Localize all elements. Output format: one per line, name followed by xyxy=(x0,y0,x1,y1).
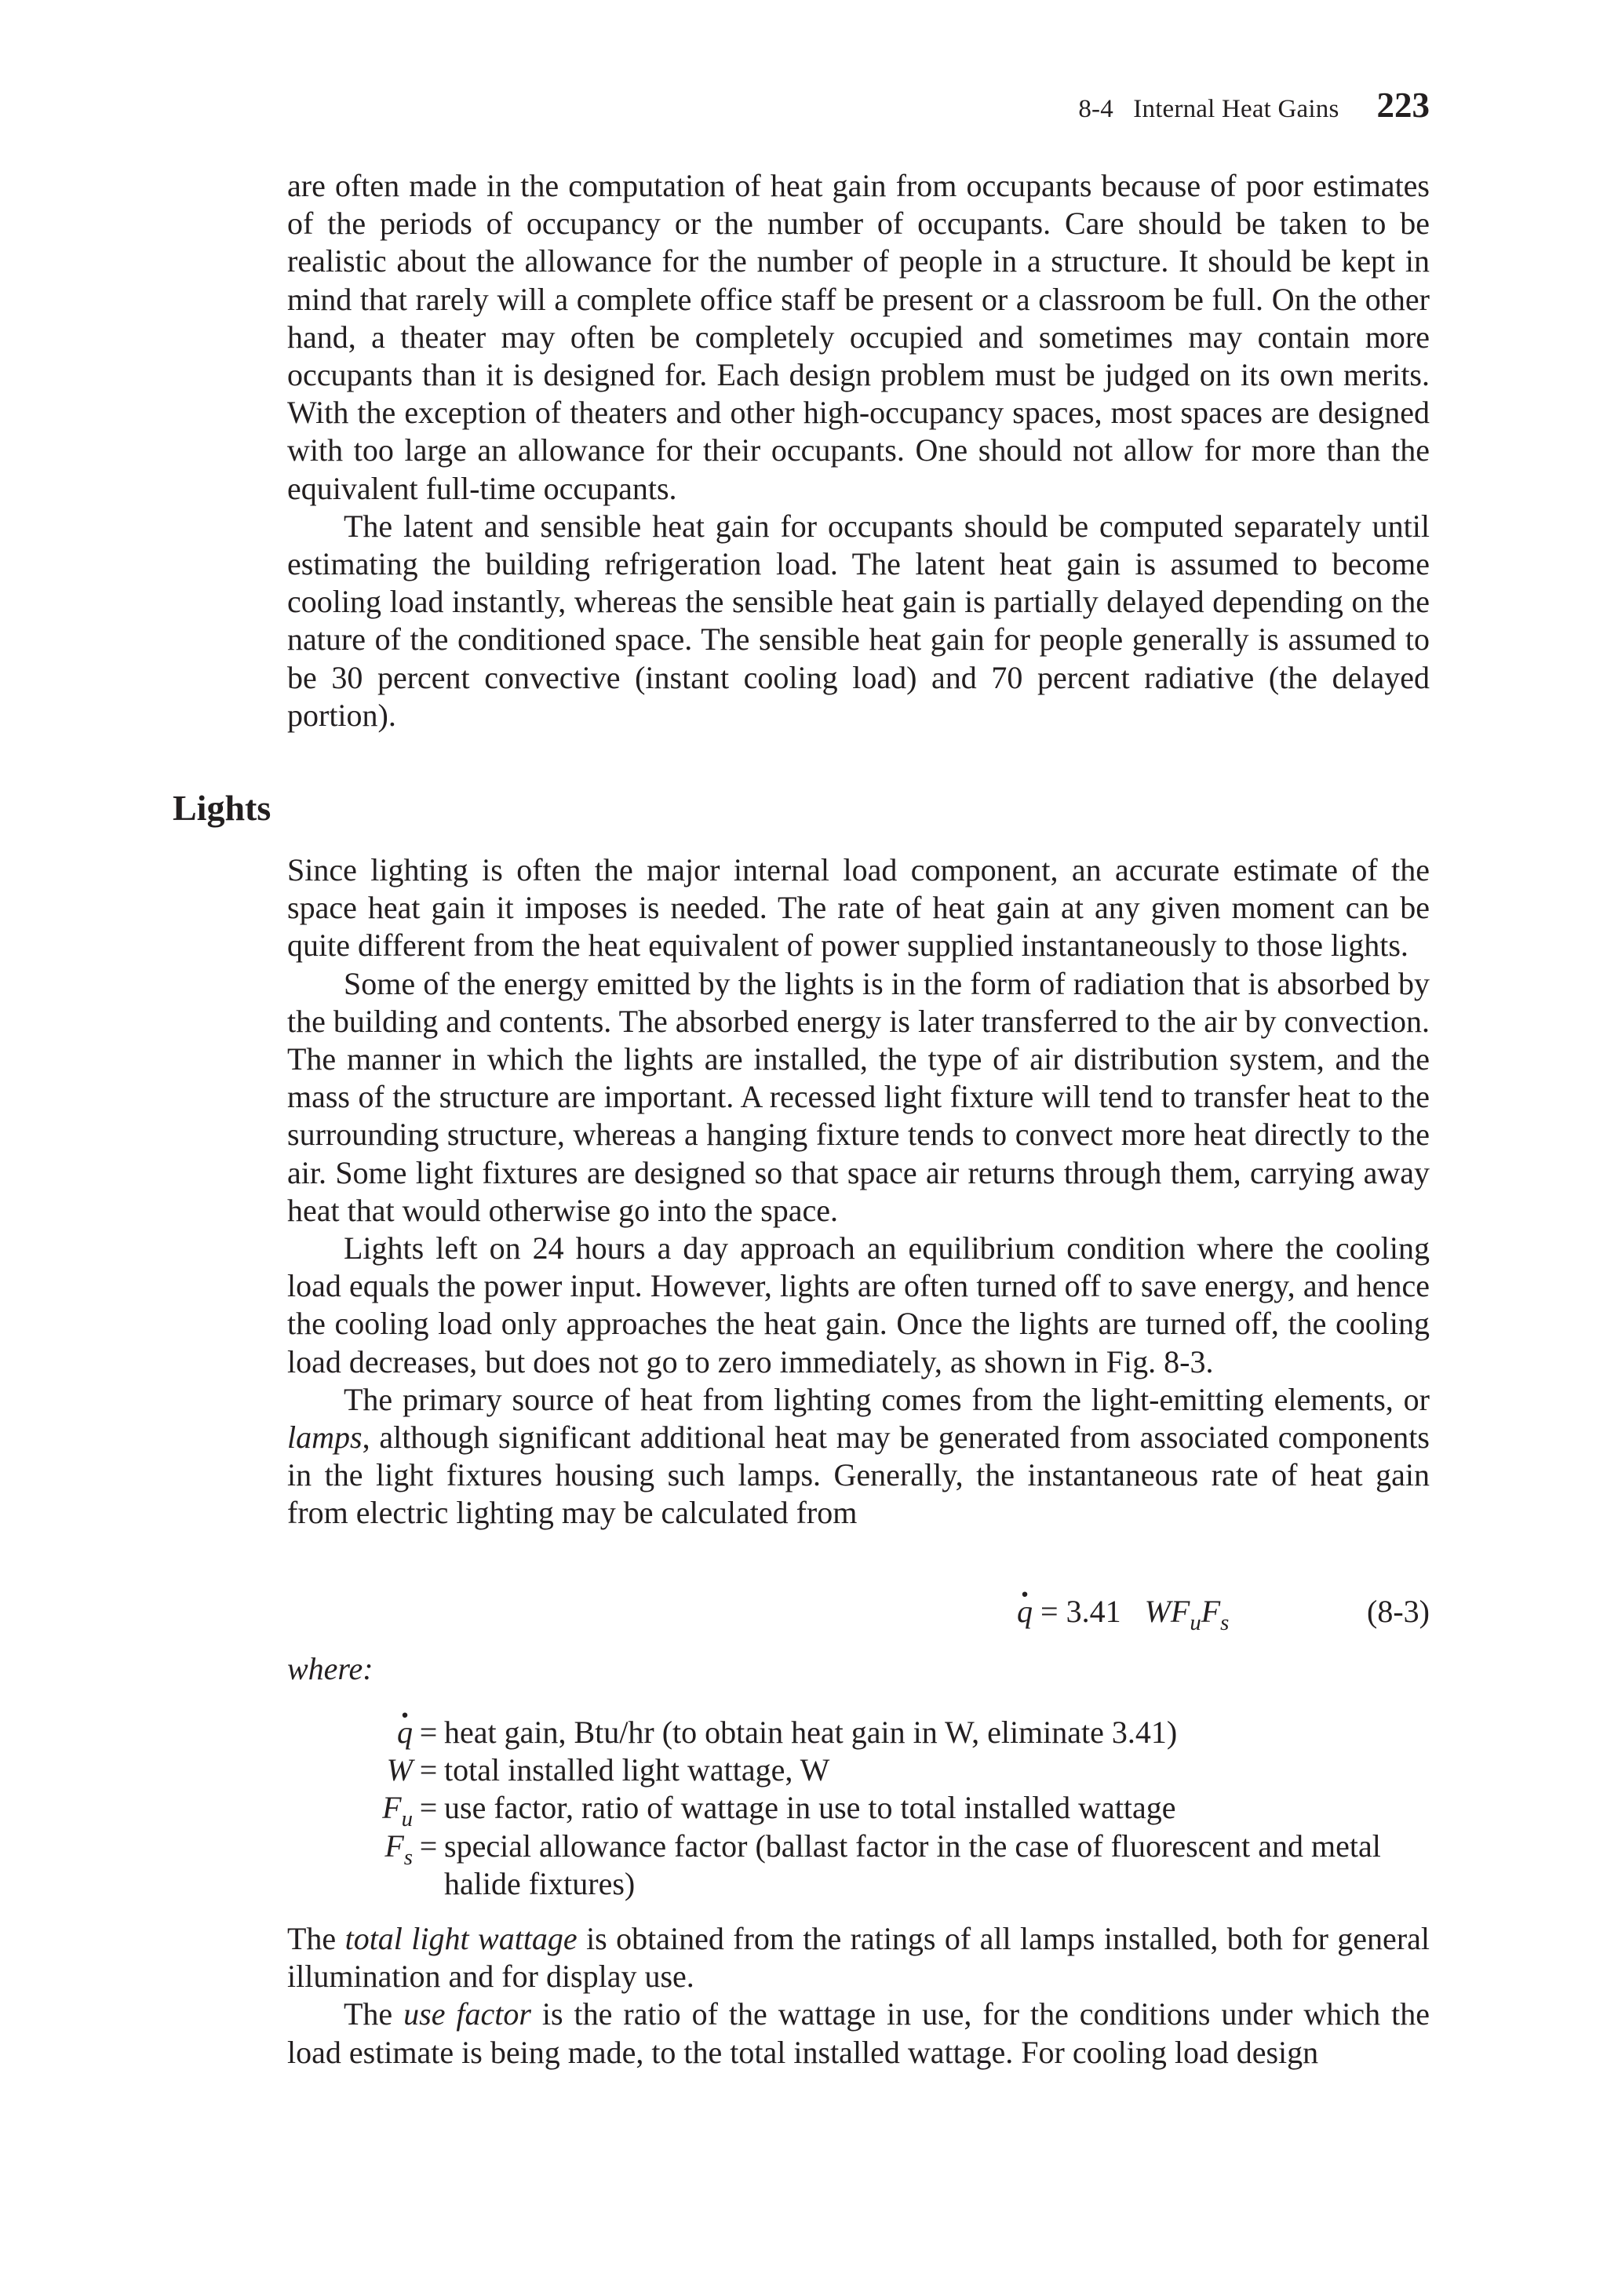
where-label: where: xyxy=(287,1651,374,1686)
variable-definitions xyxy=(287,1714,1430,1903)
equation-body xyxy=(1017,1593,1230,1636)
definition-text: heat gain, Btu/hr (to obtain heat gain in W, eliminate 3.41) xyxy=(444,1715,1178,1750)
definition-symbol: W xyxy=(386,1752,413,1788)
italic-term-use-factor: use factor xyxy=(403,1996,531,2032)
equation-term-w: W xyxy=(1144,1594,1171,1629)
definition-equals: = xyxy=(419,1715,438,1750)
equation-lhs: · q xyxy=(1017,1593,1033,1630)
definition-row xyxy=(287,1828,1430,1903)
definition-text: special allowance factor (ballast factor in the case of fluorescent and metal halide fixtures) xyxy=(444,1828,1381,1901)
equation-number: (8-3) xyxy=(1367,1594,1430,1629)
section-heading-lights: Lights xyxy=(173,788,271,828)
text-run: is obtained from the ratings of all lamps installed, both for general illumination and for display use. xyxy=(287,1921,1430,1995)
paragraph: The latent and sensible heat gain for occupants should be computed separately until estimating the building refrigeration load. The latent heat gain is assumed to become cooling load instantly, whereas the sensible heat gain is partially delayed depending on the nature of the conditioned space. The sensible heat gain for people generally is assumed to be 30 percent convective (instant cooling load) and 70 percent radiative (the delayed portion). xyxy=(287,508,1430,733)
paragraph xyxy=(287,1995,1430,2071)
running-head: 8-4 Internal Heat Gains xyxy=(1078,95,1339,123)
definition-row xyxy=(287,1751,1430,1789)
equation-coefficient: 3.41 xyxy=(1066,1594,1121,1629)
running-header xyxy=(1078,85,1430,126)
definition-equals: = xyxy=(419,1752,438,1788)
text-run: , although significant additional heat may be generated from associated components in the light fixtures housing such lamps. Generally, the instantaneous rate of heat gain from electric lighting may be calculated from xyxy=(287,1420,1430,1531)
equation-term-fu: $F_u$ xyxy=(1170,1594,1201,1636)
paragraph: Since lighting is often the major internal load component, an accurate estimate of the space heat gain it imposes is needed. The rate of heat gain at any given moment can be quite different from the heat equivalent of power supplied instantaneously to those lights. xyxy=(287,852,1430,964)
definition-symbol: · q xyxy=(287,1714,413,1751)
closing-text xyxy=(287,1920,1430,2072)
paragraph: are often made in the computation of heat gain from occupants because of poor estimates of the periods of occupancy or the number of occupants. Care should be taken to be realistic about the allowance for the number of people in a structure. It should be kept in mind that rarely will a complete office staff be present or a classroom be full. On the other hand, a theater may often be completely occupied and sometimes may contain more occupants than it is designed for. Each design problem must be judged on its own merits. With the exception of theaters and other high-occupancy spaces, most spaces are designed with too large an allowance for their occupants. One should not allow for more than the equivalent full-time occupants. xyxy=(287,168,1430,506)
text-run: The primary source of heat from lighting comes from the light-emitting elements, or xyxy=(344,1381,1430,1417)
italic-term-lamps: lamps xyxy=(287,1420,363,1456)
text-run: The xyxy=(287,1921,345,1956)
definition-text: total installed light wattage, W xyxy=(444,1752,830,1788)
lights-text xyxy=(287,851,1430,1532)
text-run: is the ratio of the wattage in use, for the conditions under which the load estimate is being made, to the total installed wattage. For cooling load design xyxy=(287,1996,1430,2070)
paragraph xyxy=(287,1920,1430,1995)
definition-symbol: $F_s$ xyxy=(384,1828,413,1870)
intro-text xyxy=(287,167,1430,734)
definition-symbol: $F_u$ xyxy=(382,1790,413,1832)
definition-equals: = xyxy=(419,1790,438,1826)
text-run: The xyxy=(344,1996,404,2032)
equation-equals: = xyxy=(1040,1594,1059,1629)
italic-term-total-light-wattage: total light wattage xyxy=(344,1921,578,1956)
paragraph: Lights left on 24 hours a day approach an equilibrium condition where the cooling load equals the power input. However, lights are often turned off to save energy, and hence the cooling load only approaches the heat gain. Once the lights are turned off, the cooling load decreases, but does not go to zero immediately, as shown in Fig. 8-3. xyxy=(287,1230,1430,1379)
paragraph xyxy=(287,1381,1430,1532)
equation-term-fs: $F_s$ xyxy=(1201,1594,1230,1636)
definition-row xyxy=(287,1789,1430,1832)
paragraph: Some of the energy emitted by the lights is in the form of radiation that is absorbed by the building and contents. The absorbed energy is later transferred to the air by convection. The manner in which the lights are installed, the type of air distribution system, and the mass of the structure are important. A recessed light fixture will tend to transfer heat to the surrounding structure, whereas a hanging fixture tends to convect more heat directly to the air. Some light fixtures are designed so that space air returns through them, carrying away heat that would otherwise go into the space. xyxy=(287,965,1430,1228)
equation-8-3 xyxy=(287,1593,1430,1640)
definition-equals: = xyxy=(419,1828,438,1864)
definition-text: use factor, ratio of wattage in use to total installed wattage xyxy=(444,1790,1176,1826)
definition-row xyxy=(287,1714,1430,1751)
page-number: 223 xyxy=(1376,86,1430,125)
